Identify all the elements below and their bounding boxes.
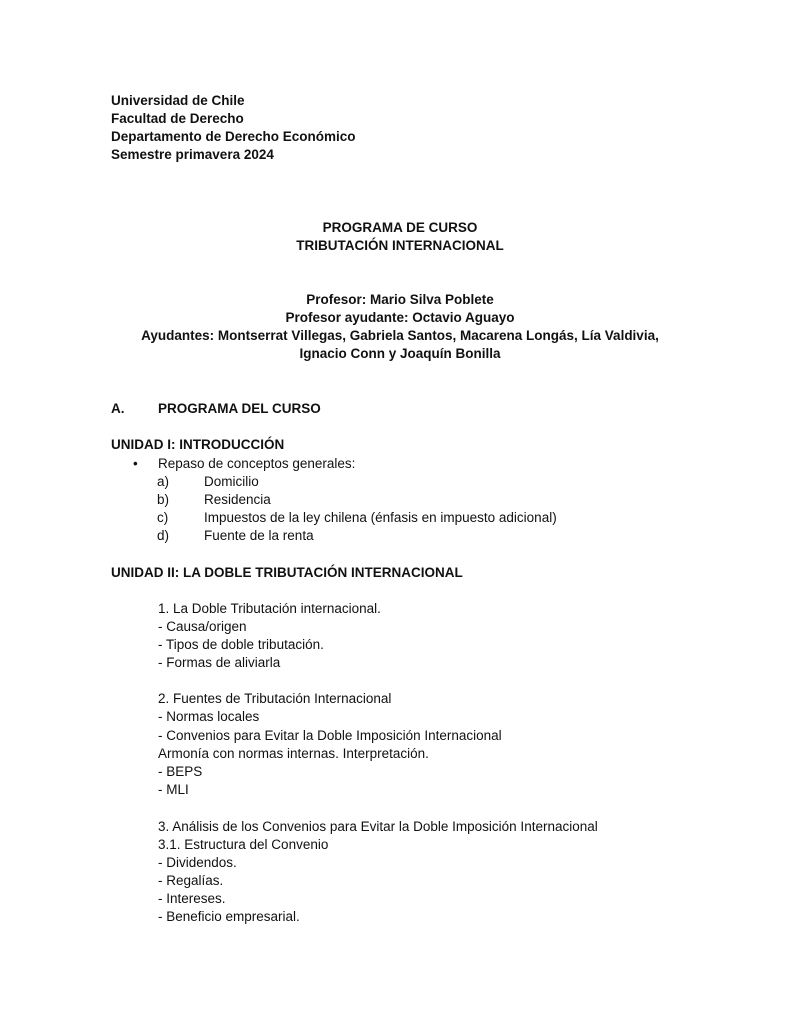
item-a-text: Domicilio [204, 474, 259, 489]
block3-heading: 3. Análisis de los Convenios para Evitar la Doble Imposición Internacional [158, 819, 598, 834]
item-b-text: Residencia [204, 492, 271, 507]
staff-ayudante: Profesor ayudante: Octavio Aguayo [285, 310, 515, 325]
header-faculty: Facultad de Derecho [111, 111, 244, 126]
block1-item: - Formas de aliviarla [158, 655, 281, 670]
block3-subheading: 3.1. Estructura del Convenio [158, 837, 329, 852]
block3-item: - Dividendos. [158, 855, 237, 870]
staff-ayudantes-1: Ayudantes: Montserrat Villegas, Gabriela Santos, Macarena Longás, Lía Valdivia, [141, 328, 659, 343]
block3-item: - Regalías. [158, 873, 224, 888]
staff-profesor: Profesor: Mario Silva Poblete [306, 292, 494, 307]
unidad-1-title: UNIDAD I: INTRODUCCIÓN [111, 437, 285, 452]
staff-ayudantes-2: Ignacio Conn y Joaquín Bonilla [299, 346, 501, 361]
item-a-letter: a) [157, 474, 170, 489]
header-university: Universidad de Chile [111, 93, 245, 108]
item-d-letter: d) [157, 528, 170, 543]
section-a-title: PROGRAMA DEL CURSO [158, 401, 321, 416]
header-department: Departamento de Derecho Económico [111, 129, 356, 144]
unidad-2-title: UNIDAD II: LA DOBLE TRIBUTACIÓN INTERNACIONAL [111, 565, 463, 580]
block2-item: - Convenios para Evitar la Doble Imposición Internacional [158, 728, 502, 743]
title-programa: PROGRAMA DE CURSO [322, 220, 478, 235]
item-b-letter: b) [157, 492, 170, 507]
title-course: TRIBUTACIÓN INTERNACIONAL [296, 238, 504, 253]
header-semester: Semestre primavera 2024 [111, 147, 274, 162]
unidad-1-bullet-text: Repaso de conceptos generales: [158, 456, 356, 471]
block2-item: - BEPS [158, 764, 203, 779]
item-d-text: Fuente de la renta [204, 528, 314, 543]
block2-item: - MLI [158, 782, 189, 797]
block2-item: Armonía con normas internas. Interpretación. [158, 746, 429, 761]
block1-item: - Tipos de doble tributación. [158, 637, 324, 652]
block3-item: - Beneficio empresarial. [158, 909, 300, 924]
block2-item: - Normas locales [158, 709, 260, 724]
item-c-letter: c) [157, 510, 169, 525]
bullet-icon: • [133, 456, 138, 471]
section-a-letter: A. [111, 401, 125, 416]
block3-item: - Intereses. [158, 891, 226, 906]
item-c-text: Impuestos de la ley chilena (énfasis en impuesto adicional) [204, 510, 557, 525]
block1-item: - Causa/origen [158, 619, 247, 634]
block2-heading: 2. Fuentes de Tributación Internacional [158, 691, 392, 706]
block1-heading: 1. La Doble Tributación internacional. [158, 601, 381, 616]
